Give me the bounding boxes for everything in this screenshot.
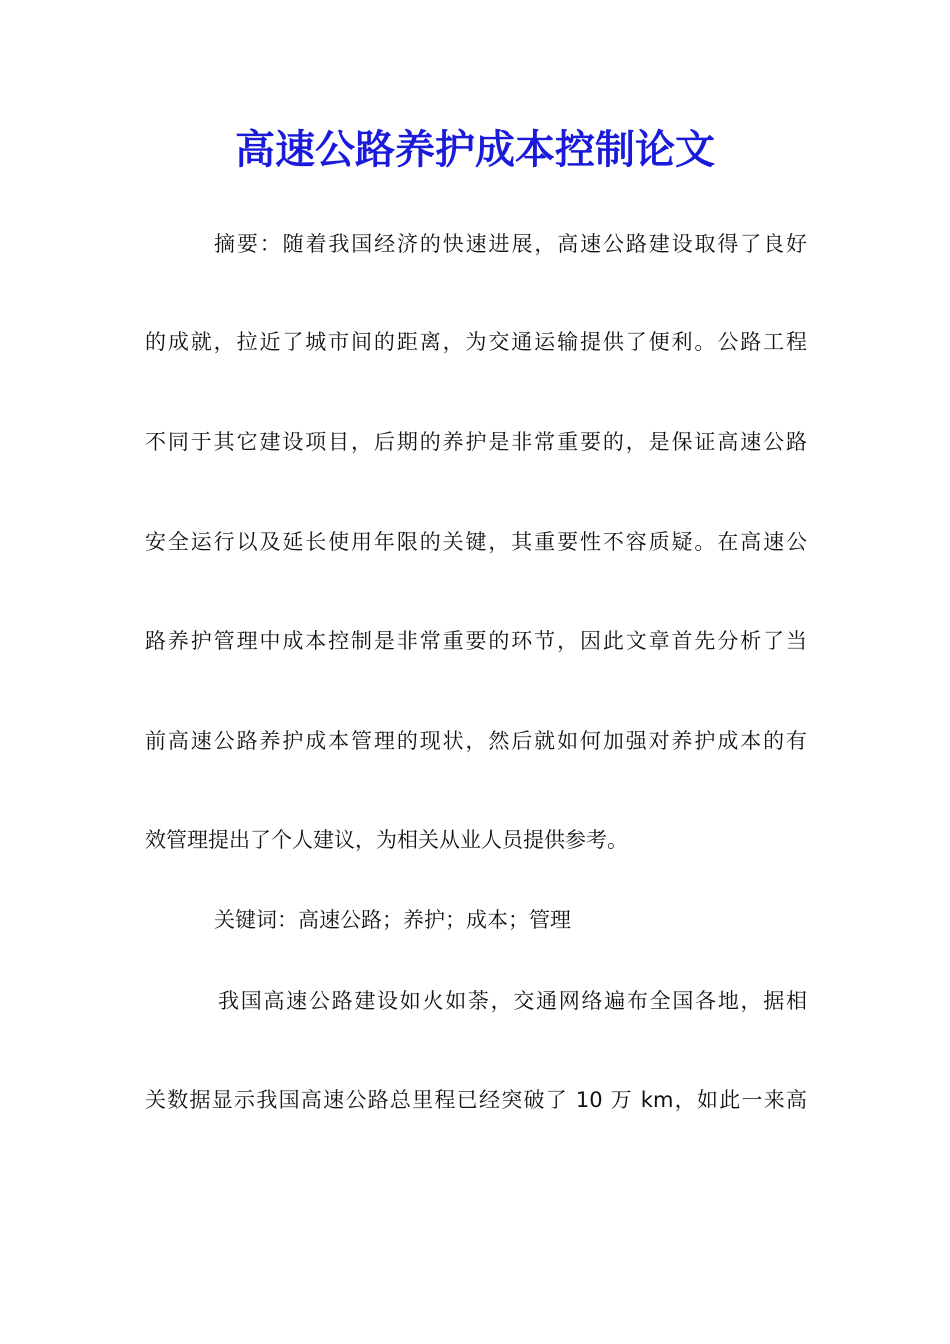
keywords-line: 关键词：高速公路；养护；成本；管理 [214,908,571,932]
abstract-line-5: 路养护管理中成本控制是非常重要的环节，因此文章首先分析了当 [145,629,807,653]
abstract-line-2: 的成就，拉近了城市间的距离，为交通运输提供了便利。公路工程 [145,330,807,354]
abstract-line-4: 安全运行以及延长使用年限的关键，其重要性不容质疑。在高速公 [145,530,807,554]
abstract-line-1: 摘要：随着我国经济的快速进展，高速公路建设取得了良好 [214,232,807,256]
document-title: 高速公路养护成本控制论文 [235,126,715,173]
abstract-line-7: 效管理提出了个人建议，为相关从业人员提供参考。 [145,828,628,852]
abstract-line-3: 不同于其它建设项目，后期的养护是非常重要的，是保证高速公路 [145,430,807,454]
body-line-1: 我国高速公路建设如火如荼，交通网络遍布全国各地，据相 [218,989,807,1013]
body-line-2: 关数据显示我国高速公路总里程已经突破了 10 万 km，如此一来高 [145,1088,807,1112]
abstract-line-6: 前高速公路养护成本管理的现状，然后就如何加强对养护成本的有 [145,729,807,753]
